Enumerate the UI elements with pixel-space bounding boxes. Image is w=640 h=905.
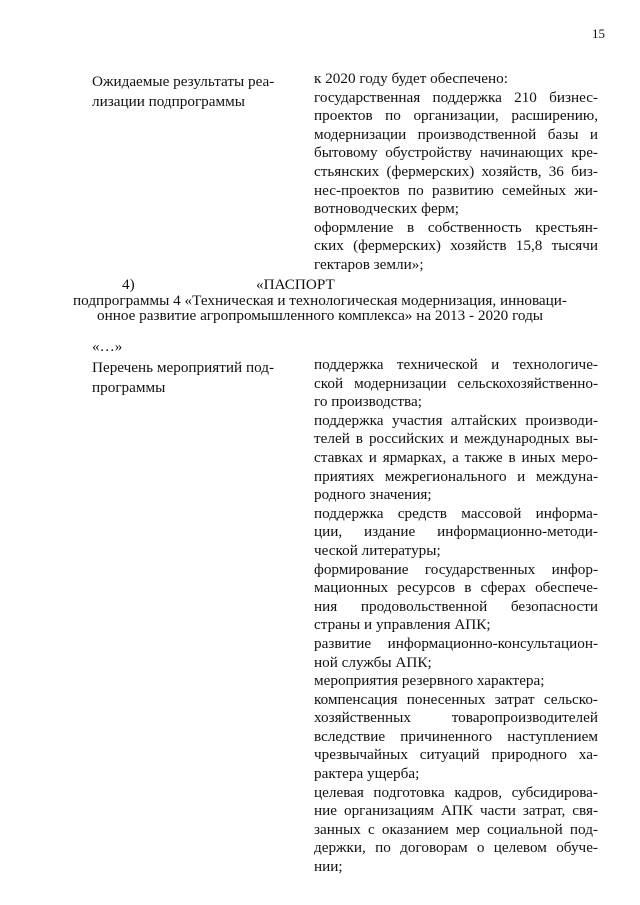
value-line: ной службы АПК; — [314, 653, 432, 671]
label-line: лизации подпрограммы — [92, 93, 245, 110]
value-line: чрезвычайных ситуаций природного ха- — [314, 746, 598, 764]
page-number: 15 — [592, 26, 605, 41]
value-line: телей в российских и международных вы- — [314, 430, 598, 448]
value-line: гектаров земли»; — [314, 255, 424, 273]
value-line: нес-проектов по развитию семейных жи- — [314, 181, 598, 199]
value-line: формирование государственных инфор- — [314, 560, 598, 578]
label-line: Ожидаемые результаты реа- — [92, 73, 275, 90]
expected-results-value — [314, 70, 598, 275]
value-line: страны и управления АПК; — [314, 616, 491, 634]
value-line: бытовому обустройству начинающих кре- — [314, 144, 598, 162]
value-line: ставках и ярмарках, а также в иных меро- — [314, 448, 598, 466]
passport-subtitle-line: подпрограммы 4 «Техническая и технологическая модернизация, инноваци- — [73, 292, 567, 309]
value-line: ской модернизации сельскохозяйственно- — [314, 374, 598, 392]
value-line: компенсация понесенных затрат сельско- — [314, 690, 598, 708]
value-line: оформление в собственность крестьян- — [314, 218, 598, 236]
value-line: поддержка участия алтайских производи- — [314, 411, 598, 429]
expected-results-label — [92, 72, 290, 112]
value-line: го производства; — [314, 393, 422, 411]
value-line: ции, издание информационно-методи- — [314, 523, 598, 541]
value-line: проектов по организации, расширению, — [314, 107, 598, 125]
value-line: ние организациям АПК части затрат, свя- — [314, 802, 598, 820]
value-line: вследствие причиненного наступлением — [314, 727, 598, 745]
omission-mark: «…» — [92, 338, 123, 355]
value-line: приятиях межрегионального и междуна- — [314, 467, 598, 485]
value-line: мероприятия резервного характера; — [314, 672, 545, 690]
value-line: ния продовольственной безопасности — [314, 597, 598, 615]
label-line: Перечень мероприятий под- — [92, 359, 275, 376]
value-line: модернизации производственной базы и — [314, 125, 598, 143]
passport-title: «ПАСПОРТ — [256, 276, 335, 293]
value-line: развитие информационно-консультацион- — [314, 634, 598, 652]
value-line: рактера ущерба; — [314, 765, 420, 783]
value-line: хозяйственных товаропроизводителей — [314, 709, 598, 727]
measures-value — [314, 356, 598, 877]
value-line: к 2020 году будет обеспечено: — [314, 70, 508, 87]
value-line: поддержка технической и технологиче- — [314, 356, 598, 373]
value-line: занных с оказанием мер социальной под- — [314, 820, 598, 838]
measures-label — [92, 358, 290, 398]
value-line: мационных ресурсов в сферах обеспече- — [314, 579, 598, 597]
value-line: нии; — [314, 858, 343, 876]
value-line: ческой литературы; — [314, 541, 441, 559]
section-number: 4) — [122, 276, 135, 293]
passport-subtitle-line: онное развитие агропромышленного комплекса» на 2013 - 2020 годы — [96, 307, 544, 324]
label-line: программы — [92, 379, 166, 396]
value-line: держки, по договорам о целевом обуче- — [314, 839, 598, 857]
value-line: целевая подготовка кадров, субсидирова- — [314, 783, 598, 801]
value-line: ских (фермерских) хозяйств 15,8 тысячи — [314, 237, 598, 255]
value-line: стьянских (фермерских) хозяйств, 36 биз- — [314, 162, 598, 180]
value-line: поддержка средств массовой информа- — [314, 504, 598, 522]
value-line: вотноводческих ферм; — [314, 200, 459, 218]
value-line: родного значения; — [314, 486, 432, 504]
value-line: государственная поддержка 210 бизнес- — [314, 88, 598, 106]
